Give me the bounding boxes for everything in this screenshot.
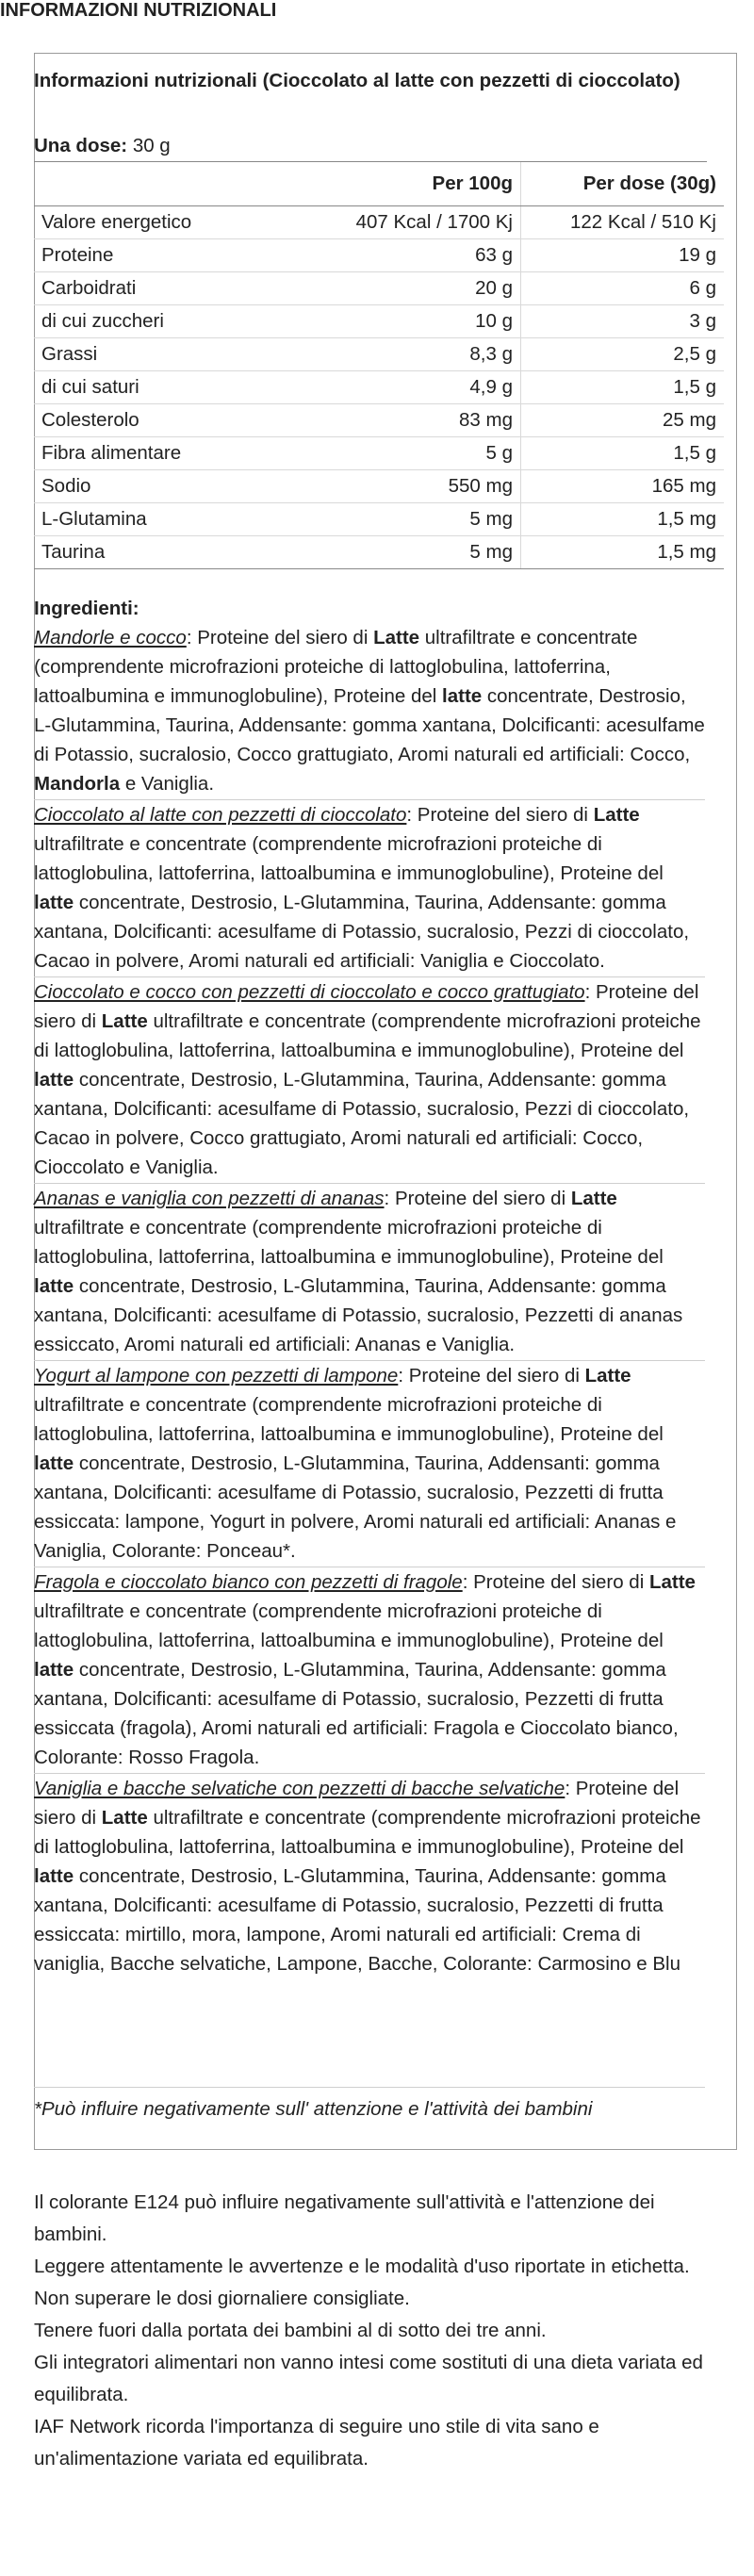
header-perdose: Per dose (30g)	[521, 162, 725, 206]
ingredient-flavor	[34, 1183, 705, 1359]
allergen: latte	[34, 1275, 74, 1297]
table-row	[34, 536, 724, 569]
table-row	[34, 272, 724, 305]
ingredient-text: ultrafiltrate e concentrate (comprendente microfrazioni proteiche di lattoglobulina, lattoferrina, lattoalbumina e immunoglobuline), Proteine del	[34, 1217, 664, 1268]
ingredient-text: ultrafiltrate e concentrate (comprendente microfrazioni proteiche di lattoglobulina, lattoferrina, lattoalbumina e immunoglobuline), Proteine del	[34, 1010, 701, 1061]
ingredient-text: concentrate, Destrosio, L-Glutammina, Taurina, Addensanti: gomma xantana, Dolcificanti: acesulfame di Potassio, sucralosio, Pezzetti di frutta essiccata: lampone, Yogurt in polvere, Aromi naturali ed artificiali: Ananas e Vaniglia, Colorante: Ponceau*.	[34, 1452, 677, 1562]
value-perdose: 25 mg	[521, 404, 725, 437]
allergen: latte	[34, 1069, 74, 1091]
table-row	[34, 503, 724, 536]
value-per100: 20 g	[317, 272, 521, 305]
allergen: Mandorla	[34, 773, 121, 795]
value-per100: 5 mg	[317, 536, 521, 569]
ingredient-text: concentrate, Destrosio, L-Glutammina, Taurina, Addensante: gomma xantana, Dolcificanti: acesulfame di Potassio, sucralosio, Pezzetti di ananas essiccato, Aromi naturali ed artificiali: Ananas e Vaniglia.	[34, 1275, 683, 1355]
nutrient-name: Fibra alimentare	[34, 437, 317, 470]
ingredient-text: : Proteine del siero di	[186, 627, 374, 648]
header-empty	[34, 162, 317, 206]
value-perdose: 1,5 mg	[521, 503, 725, 536]
flavor-name: Cioccolato e cocco con pezzetti di cioccolato e cocco grattugiato	[34, 981, 585, 1003]
ingredient-text: e Vaniglia.	[120, 773, 215, 795]
ingredients-section	[34, 594, 705, 1978]
table-row	[34, 239, 724, 272]
ingredient-text: concentrate, Destrosio, L-Glutammina, Taurina, Addensante: gomma xantana, Dolcificanti: acesulfame di Potassio, sucralosio, Pezzi di cioccolato, Cacao in polvere, Aromi naturali ed artificiali: Vaniglia e Cioccolato.	[34, 892, 690, 972]
footnote: *Può influire negativamente sull' attenzione e l'attività dei bambini	[34, 2087, 705, 2124]
warning-line: Gli integratori alimentari non vanno intesi come sostituti di una dieta variata ed equilibrata.	[34, 2352, 703, 2405]
allergen: Latte	[101, 1010, 148, 1032]
ingredient-text: ultrafiltrate e concentrate (comprendente microfrazioni proteiche di lattoglobulina, lattoferrina, lattoalbumina e immunoglobuline), Proteine del	[34, 627, 638, 707]
value-per100: 63 g	[317, 239, 521, 272]
value-perdose: 19 g	[521, 239, 725, 272]
warnings-list	[34, 2187, 722, 2475]
value-perdose: 6 g	[521, 272, 725, 305]
dose-value: 30 g	[132, 135, 171, 156]
value-per100: 550 mg	[317, 470, 521, 503]
value-perdose: 2,5 g	[521, 338, 725, 371]
ingredient-flavor	[34, 1773, 705, 1978]
nutrient-name: Proteine	[34, 239, 317, 272]
nutrient-name: Taurina	[34, 536, 317, 569]
flavor-name: Fragola e cioccolato bianco con pezzetti di fragole	[34, 1571, 463, 1593]
allergen: Latte	[648, 1571, 696, 1593]
warning-line: Non superare le dosi giornaliere consigliate.	[34, 2288, 410, 2309]
table-row	[34, 338, 724, 371]
flavor-divider	[34, 976, 705, 977]
flavor-divider	[34, 1183, 705, 1184]
allergen: Latte	[101, 1807, 148, 1829]
nutrition-table	[34, 162, 724, 569]
ingredient-text: ultrafiltrate e concentrate (comprendente microfrazioni proteiche di lattoglobulina, lattoferrina, lattoalbumina e immunoglobuline), Proteine del	[34, 833, 664, 884]
ingredient-text: ultrafiltrate e concentrate (comprendente microfrazioni proteiche di lattoglobulina, lattoferrina, lattoalbumina e immunoglobuline), Proteine del	[34, 1394, 664, 1445]
warning-line: IAF Network ricorda l'importanza di seguire uno stile di vita sano e un'alimentazione variata ed equilibrata.	[34, 2416, 599, 2469]
ingredient-text: : Proteine del siero di	[384, 1188, 571, 1209]
ingredient-text: concentrate, Destrosio, L-Glutammina, Taurina, Addensante: gomma xantana, Dolcificanti: acesulfame di Potassio, sucralosio, Pezzetti di frutta essiccata: mirtillo, mora, lampone, Aromi naturali ed artificiali: Crema di vaniglia, Bacche selvatiche, Lampone, Bacche, Colorante: Carmosino e Blu	[34, 1865, 680, 1975]
allergen: Latte	[373, 627, 420, 648]
ingredient-text: : Proteine del siero di	[398, 1365, 585, 1386]
value-perdose: 122 Kcal / 510 Kj	[521, 206, 725, 239]
value-perdose: 1,5 g	[521, 371, 725, 404]
ingredient-flavor	[34, 623, 705, 798]
ingredient-text: : Proteine del siero di	[406, 804, 594, 826]
dose-label: Una dose:	[34, 135, 128, 156]
flavor-name: Cioccolato al latte con pezzetti di cioccolato	[34, 804, 407, 826]
value-per100: 5 g	[317, 437, 521, 470]
nutrient-name: Valore energetico	[34, 206, 317, 239]
dose-line	[34, 131, 707, 162]
warning-line: Tenere fuori dalla portata dei bambini al di sotto dei tre anni.	[34, 2320, 547, 2341]
flavor-divider	[34, 1360, 705, 1361]
value-per100: 4,9 g	[317, 371, 521, 404]
nutrient-name: Grassi	[34, 338, 317, 371]
allergen: latte	[34, 892, 74, 913]
allergen: latte	[442, 685, 483, 707]
section-title: INFORMAZIONI NUTRIZIONALI	[0, 0, 277, 21]
nutrition-heading: Informazioni nutrizionali (Cioccolato al latte con pezzetti di cioccolato)	[34, 70, 680, 91]
value-perdose: 1,5 g	[521, 437, 725, 470]
ingredient-text: : Proteine del siero di	[462, 1571, 649, 1593]
allergen: Latte	[593, 804, 640, 826]
value-perdose: 165 mg	[521, 470, 725, 503]
allergen: latte	[34, 1865, 74, 1887]
ingredient-text: : Proteine del siero di	[34, 1778, 680, 1829]
value-per100: 10 g	[317, 305, 521, 338]
ingredients-title: Ingredienti:	[34, 598, 139, 619]
flavor-name: Yogurt al lampone con pezzetti di lampone	[34, 1365, 399, 1386]
table-row	[34, 470, 724, 503]
nutrient-name: L-Glutamina	[34, 503, 317, 536]
ingredients-list	[34, 623, 705, 1978]
warning-line: Leggere attentamente le avvertenze e le modalità d'uso riportate in etichetta.	[34, 2256, 690, 2277]
flavor-divider	[34, 1773, 705, 1774]
ingredient-text: concentrate, Destrosio, L-Glutammina, Taurina, Addensante: gomma xantana, Dolcificanti: acesulfame di Potassio, sucralosio, Pezzi di cioccolato, Cacao in polvere, Cocco grattugiato, Aromi naturali ed artificiali: Cocco, Cioccolato e Vaniglia.	[34, 1069, 690, 1178]
table-row	[34, 437, 724, 470]
value-per100: 8,3 g	[317, 338, 521, 371]
allergen: Latte	[584, 1365, 631, 1386]
ingredient-text: ultrafiltrate e concentrate (comprendente microfrazioni proteiche di lattoglobulina, lattoferrina, lattoalbumina e immunoglobuline), Proteine del	[34, 1807, 701, 1858]
table-header-row	[34, 162, 724, 206]
ingredient-flavor	[34, 976, 705, 1182]
table-row	[34, 404, 724, 437]
allergen: latte	[34, 1452, 74, 1474]
ingredient-flavor	[34, 799, 705, 976]
nutrient-name: di cui saturi	[34, 371, 317, 404]
ingredient-flavor	[34, 1360, 705, 1566]
nutrient-name: Colesterolo	[34, 404, 317, 437]
flavor-name: Mandorle e cocco	[34, 627, 187, 648]
ingredient-text: ultrafiltrate e concentrate (comprendente microfrazioni proteiche di lattoglobulina, lattoferrina, lattoalbumina e immunoglobuline), Proteine del	[34, 1600, 664, 1651]
value-perdose: 1,5 mg	[521, 536, 725, 569]
nutrient-name: Carboidrati	[34, 272, 317, 305]
ingredient-flavor	[34, 1567, 705, 1772]
value-per100: 5 mg	[317, 503, 521, 536]
nutrient-name: di cui zuccheri	[34, 305, 317, 338]
ingredient-text: concentrate, Destrosio, L-Glutammina, Taurina, Addensante: gomma xantana, Dolcificanti: acesulfame di Potassio, sucralosio, Pezzetti di frutta essiccata (fragola), Aromi naturali ed artificiali: Fragola e Cioccolato bianco, Colorante: Rosso Fragola.	[34, 1659, 679, 1768]
value-per100: 407 Kcal / 1700 Kj	[317, 206, 521, 239]
flavor-divider	[34, 799, 705, 800]
value-perdose: 3 g	[521, 305, 725, 338]
ingredient-text: : Proteine del siero di	[34, 981, 699, 1032]
header-per100: Per 100g	[317, 162, 521, 206]
table-row	[34, 371, 724, 404]
nutrient-name: Sodio	[34, 470, 317, 503]
table-row	[34, 206, 724, 239]
ingredient-text: concentrate, Destrosio, L-Glutammina, Taurina, Addensante: gomma xantana, Dolcificanti: acesulfame di Potassio, sucralosio, Cocco grattugiato, Aromi naturali ed artificiali: Cocco,	[34, 685, 705, 765]
warning-line: Il colorante E124 può influire negativamente sull'attività e l'attenzione dei bambini.	[34, 2191, 655, 2245]
flavor-name: Vaniglia e bacche selvatiche con pezzetti di bacche selvatiche	[34, 1778, 566, 1799]
allergen: Latte	[570, 1188, 617, 1209]
allergen: latte	[34, 1659, 74, 1681]
table-row	[34, 305, 724, 338]
flavor-name: Ananas e vaniglia con pezzetti di ananas	[34, 1188, 385, 1209]
value-per100: 83 mg	[317, 404, 521, 437]
